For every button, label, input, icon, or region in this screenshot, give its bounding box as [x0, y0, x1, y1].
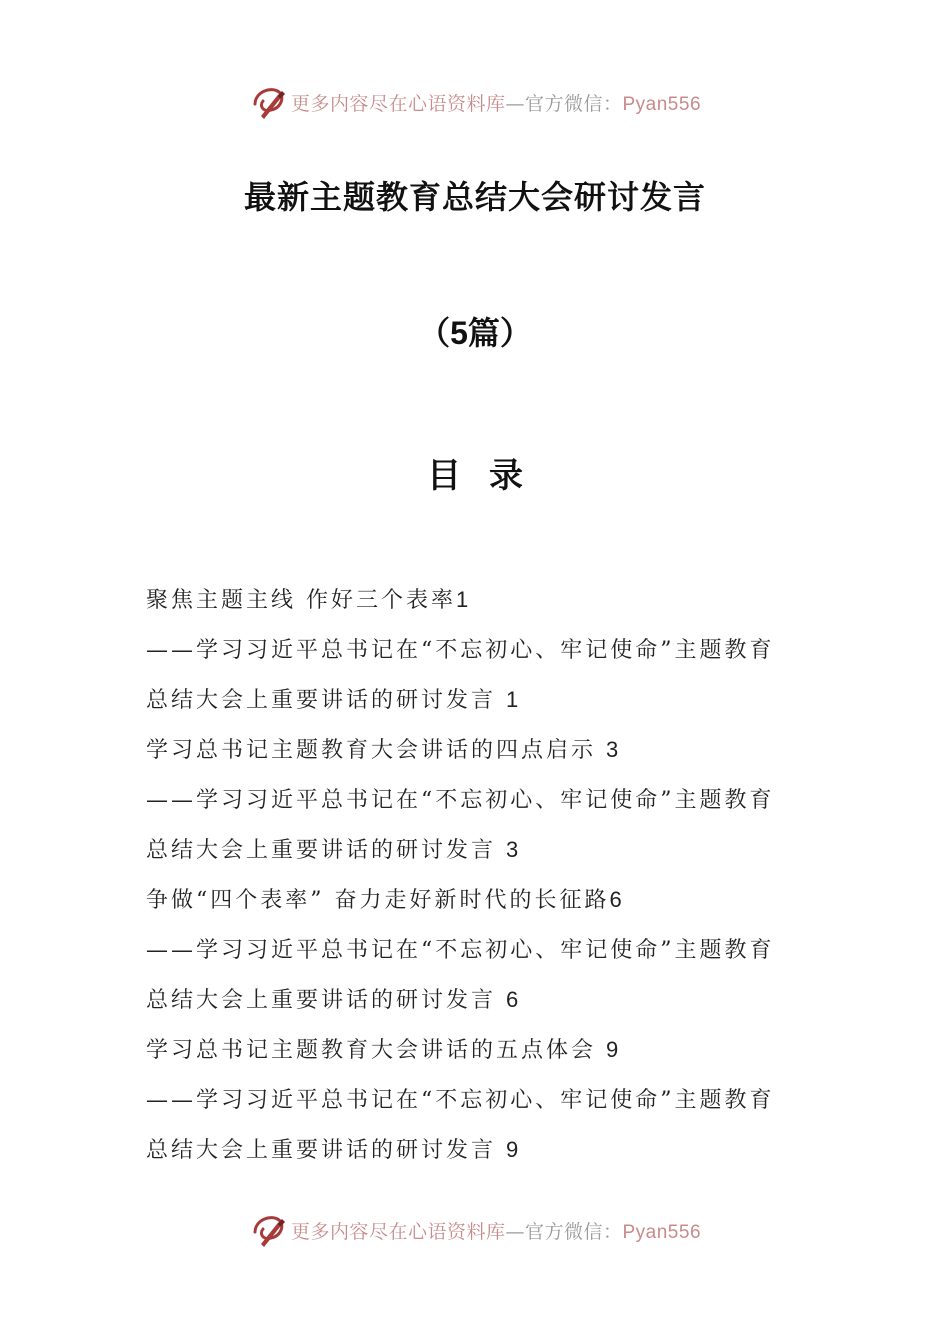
- toc-line: 总结大会上重要讲话的研讨发言 6: [146, 987, 519, 1013]
- toc-line: 争做“四个表率” 奋力走好新时代的长征路6: [146, 887, 622, 913]
- document-title: 最新主题教育总结大会研讨发言: [243, 178, 706, 216]
- toc-line: 总结大会上重要讲话的研讨发言 3: [146, 837, 519, 863]
- toc-line: ——学习习近平总书记在“不忘初心、牢记使命”主题教育: [146, 788, 775, 813]
- toc-line: ——学习习近平总书记在“不忘初心、牢记使命”主题教育: [146, 638, 775, 663]
- header-banner: [0, 80, 950, 124]
- banner-text: 更多内容尽在心语资料库—官方微信：Pyan556: [290, 1220, 702, 1243]
- toc-line: 总结大会上重要讲话的研讨发言 9: [146, 1137, 519, 1163]
- footer-banner: [0, 1208, 950, 1252]
- toc-line: 学习总书记主题教育大会讲话的四点启示 3: [146, 737, 619, 763]
- toc-line: 学习总书记主题教育大会讲话的五点体会 9: [146, 1037, 619, 1063]
- pen-swirl-logo-icon: [249, 1210, 289, 1250]
- banner-text: 更多内容尽在心语资料库—官方微信：Pyan556: [290, 92, 702, 115]
- pen-swirl-logo-icon: [249, 82, 289, 122]
- toc-line: ——学习习近平总书记在“不忘初心、牢记使命”主题教育: [146, 938, 775, 963]
- toc-heading: 目录: [427, 456, 551, 496]
- document-subtitle: （5篇）: [418, 314, 532, 352]
- toc-line: 聚焦主题主线 作好三个表率1: [146, 587, 469, 613]
- toc-line: 总结大会上重要讲话的研讨发言 1: [146, 687, 519, 713]
- table-of-contents: [146, 575, 826, 1175]
- toc-line: ——学习习近平总书记在“不忘初心、牢记使命”主题教育: [146, 1088, 775, 1113]
